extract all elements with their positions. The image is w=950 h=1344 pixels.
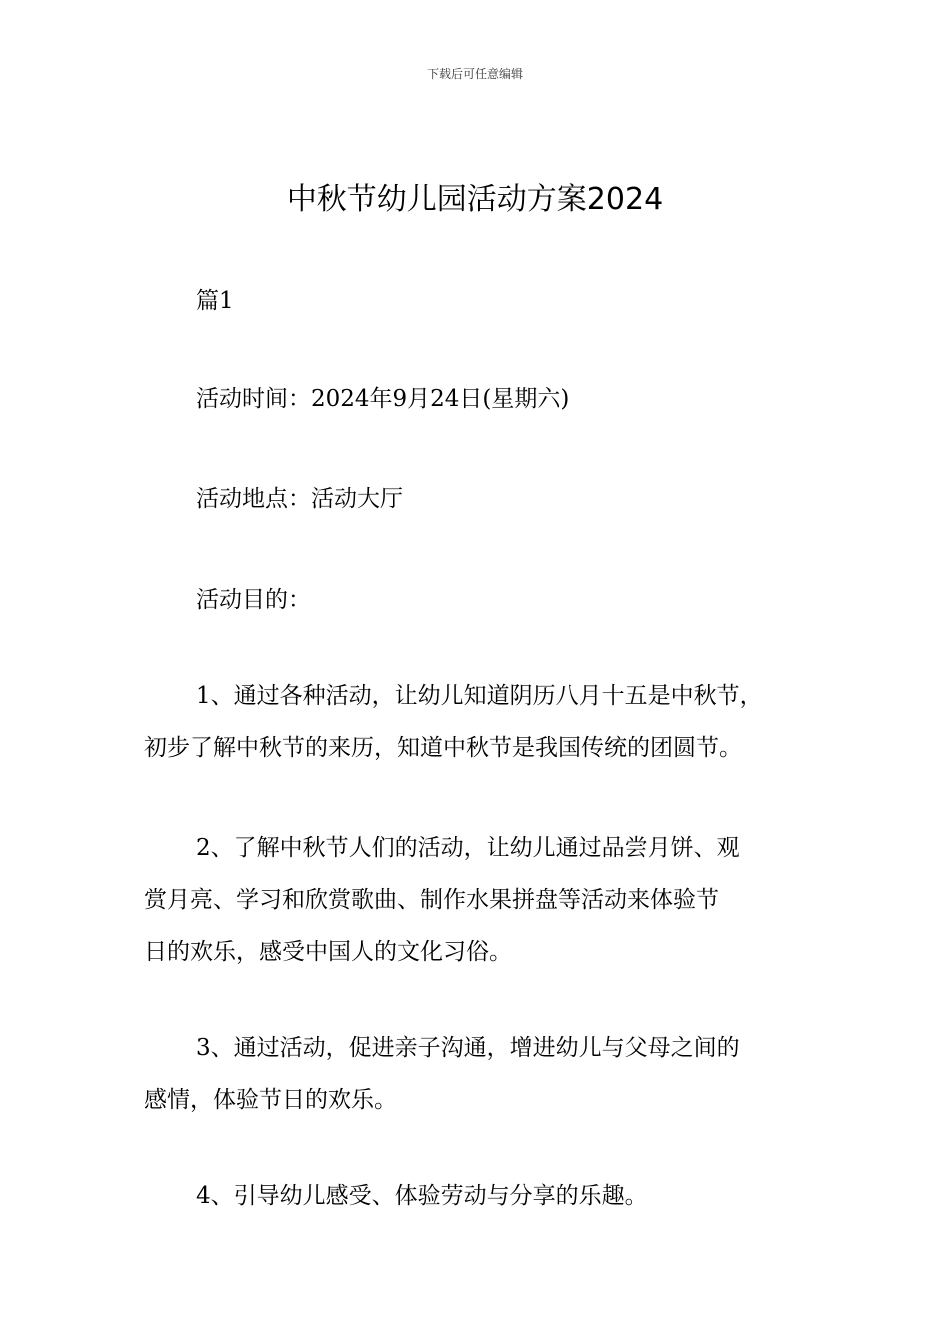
goal-item-4: [144, 1170, 816, 1222]
document-title: 中秋节幼儿园活动方案2024: [286, 182, 664, 217]
goal-2-line-2: 赏月亮、学习和欣赏歌曲、制作水果拼盘等活动来体验节: [144, 887, 719, 913]
goal-item-2: [144, 822, 816, 978]
goal-heading: 活动目的：: [196, 587, 311, 613]
activity-time: 活动时间：2024年9月24日(星期六): [196, 386, 570, 412]
goal-2-line-1: 2、了解中秋节人们的活动，让幼儿通过品尝月饼、观: [196, 835, 740, 861]
goal-1-line-1: 1、通过各种活动，让幼儿知道阴历八月十五是中秋节，: [196, 683, 763, 709]
goal-item-3: [144, 1022, 816, 1126]
goal-3-line-2: 感情，体验节日的欢乐。: [144, 1087, 397, 1113]
goal-3-line-1: 3、通过活动，促进亲子沟通，增进幼儿与父母之间的: [196, 1035, 740, 1061]
goal-4-line-1: 4、引导幼儿感受、体验劳动与分享的乐趣。: [196, 1183, 648, 1209]
goal-2-line-3: 日的欢乐，感受中国人的文化习俗。: [144, 939, 512, 965]
goal-1-line-2: 初步了解中秋节的来历，知道中秋节是我国传统的团圆节。: [144, 735, 742, 761]
header-note: 下载后可任意编辑: [426, 67, 523, 81]
section-label: 篇1: [196, 288, 234, 314]
activity-place: 活动地点：活动大厅: [196, 486, 403, 512]
goal-item-1: [144, 670, 816, 774]
